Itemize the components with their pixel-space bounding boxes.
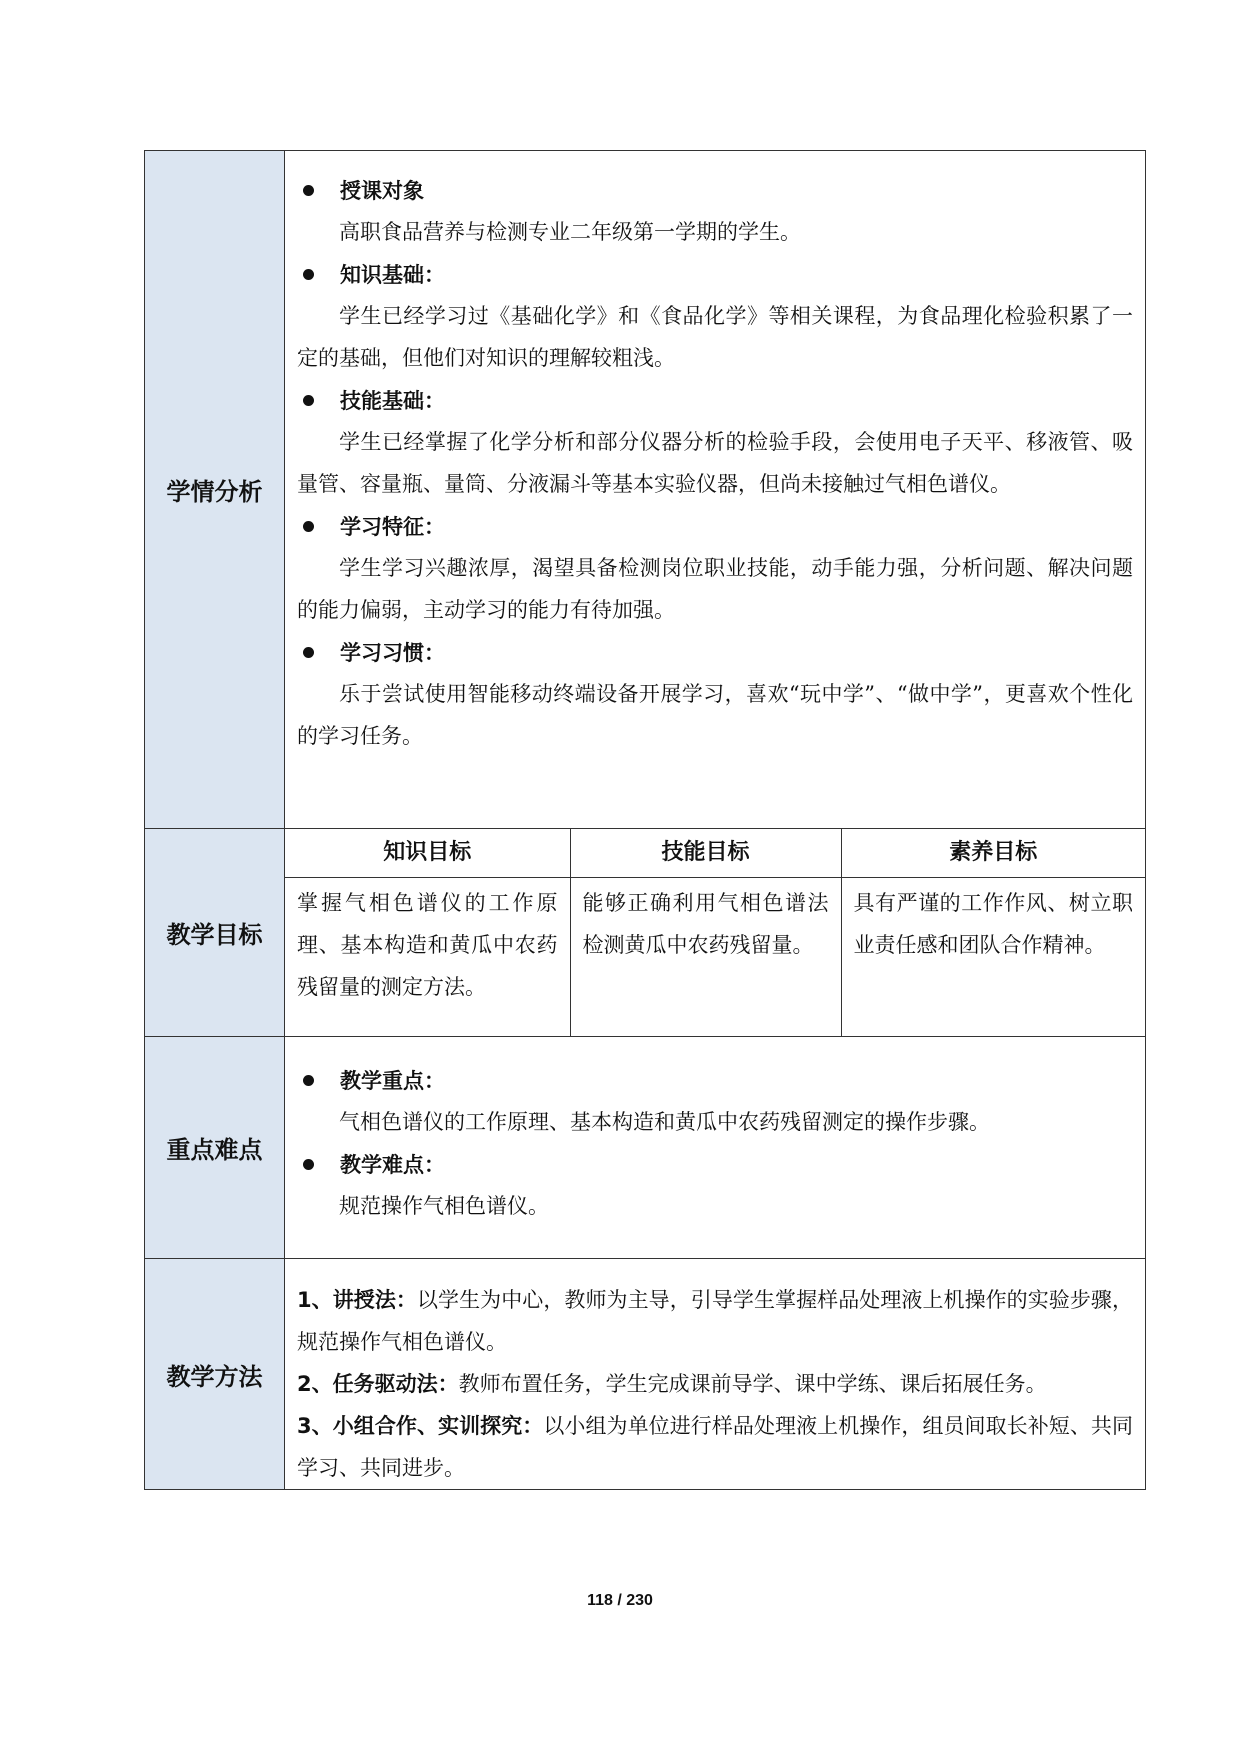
analysis-item	[297, 169, 1133, 211]
analysis-row	[145, 151, 1146, 829]
analysis-item-text: 乐于尝试使用智能移动终端设备开展学习，喜欢“玩中学”、“做中学”，更喜欢个性化的学习任务。	[297, 682, 1133, 748]
analysis-item-text: 高职食品营养与检测专业二年级第一学期的学生。	[339, 220, 801, 244]
analysis-item-title: 学习特征：	[340, 514, 445, 539]
methods-content	[285, 1259, 1146, 1490]
keypoints-row	[145, 1037, 1146, 1259]
bullet-icon	[303, 1159, 314, 1170]
bullet-icon	[303, 1075, 314, 1086]
method-item	[297, 1279, 1133, 1363]
method-item-text: 以学生为中心，教师为主导，引导学生掌握样品处理液上机操作的实验步骤，规范操作气相色谱仪。	[297, 1288, 1133, 1354]
objective-knowledge-text: 掌握气相色谱仪的工作原理、基本构造和黄瓜中农药残留量的测定方法。	[297, 891, 558, 999]
keypoint-item-text: 气相色谱仪的工作原理、基本构造和黄瓜中农药残留测定的操作步骤。	[339, 1110, 990, 1134]
analysis-item-title: 知识基础：	[340, 262, 445, 287]
bullet-icon	[303, 269, 314, 280]
objectives-table	[285, 829, 1145, 1036]
keypoint-item-text: 规范操作气相色谱仪。	[339, 1194, 549, 1218]
analysis-item	[297, 631, 1133, 673]
objectives-content	[285, 829, 1146, 1037]
analysis-item	[297, 505, 1133, 547]
method-item-text: 教师布置任务，学生完成课前导学、课中学练、课后拓展任务。	[458, 1372, 1047, 1396]
analysis-item-text: 学生已经学习过《基础化学》和《食品化学》等相关课程，为食品理化检验积累了一定的基础，但他们对知识的理解较粗浅。	[297, 304, 1133, 370]
analysis-label: 学情分析	[145, 151, 285, 829]
objective-skill-text: 能够正确利用气相色谱法检测黄瓜中农药残留量。	[570, 878, 841, 1037]
methods-label: 教学方法	[145, 1259, 285, 1490]
analysis-item	[297, 379, 1133, 421]
keypoint-item	[297, 1143, 1133, 1185]
keypoints-content	[285, 1037, 1146, 1259]
analysis-item-title: 学习习惯：	[340, 640, 445, 665]
methods-row	[145, 1259, 1146, 1490]
analysis-item-title: 授课对象	[340, 178, 424, 203]
bullet-icon	[303, 647, 314, 658]
objective-header-literacy: 素养目标	[841, 829, 1145, 878]
bullet-icon	[303, 185, 314, 196]
method-item-text: 以小组为单位进行样品处理液上机操作，组员间取长补短、共同学习、共同进步。	[297, 1414, 1133, 1480]
objective-header-skill: 技能目标	[570, 829, 841, 878]
keypoint-item	[297, 1059, 1133, 1101]
method-item	[297, 1363, 1133, 1405]
objectives-label: 教学目标	[145, 829, 285, 1037]
analysis-item-text: 学生学习兴趣浓厚，渴望具备检测岗位职业技能，动手能力强，分析问题、解决问题的能力偏弱，主动学习的能力有待加强。	[297, 556, 1133, 622]
analysis-content	[285, 151, 1146, 829]
keypoints-label: 重点难点	[145, 1037, 285, 1259]
objectives-row	[145, 829, 1146, 1037]
bullet-icon	[303, 521, 314, 532]
keypoint-item-title: 教学重点：	[340, 1068, 445, 1093]
keypoint-item-title: 教学难点：	[340, 1152, 445, 1177]
method-item-title: 1、讲授法：	[297, 1288, 417, 1312]
bullet-icon	[303, 395, 314, 406]
method-item	[297, 1405, 1133, 1489]
analysis-item	[297, 253, 1133, 295]
objective-literacy-text: 具有严谨的工作作风、树立职业责任感和团队合作精神。	[841, 878, 1145, 1037]
page-number: 118 / 230	[587, 1592, 653, 1609]
objective-header-knowledge: 知识目标	[285, 829, 570, 878]
lesson-plan-table	[144, 150, 1146, 1490]
method-item-title: 2、任务驱动法：	[297, 1372, 459, 1396]
analysis-item-text: 学生已经掌握了化学分析和部分仪器分析的检验手段，会使用电子天平、移液管、吸量管、容量瓶、量筒、分液漏斗等基本实验仪器，但尚未接触过气相色谱仪。	[297, 430, 1133, 496]
method-item-title: 3、小组合作、实训探究：	[297, 1414, 544, 1438]
analysis-item-title: 技能基础：	[340, 388, 445, 413]
